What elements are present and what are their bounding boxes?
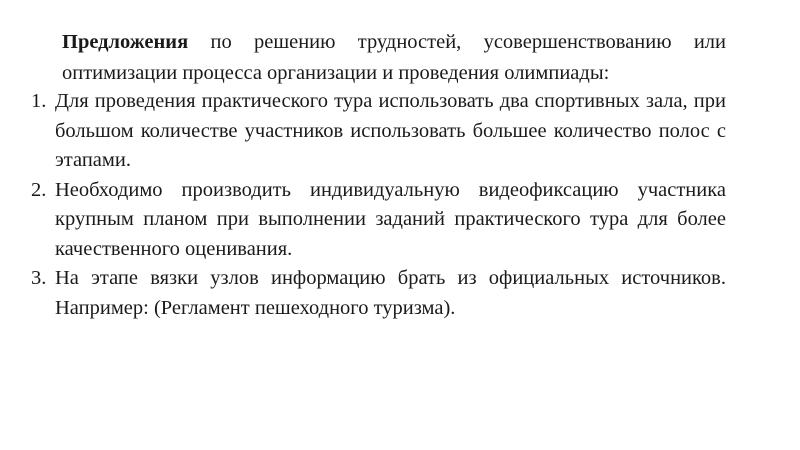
intro-bold-lead: Предложения — [62, 31, 189, 53]
list-item — [0, 87, 800, 176]
intro-text: по решению трудностей, усовершенствованию или оптимизации процесса организации и проведения олимпиады: — [62, 31, 726, 84]
list-item — [0, 264, 800, 323]
list-item-text: Для проведения практического тура использовать два спортивных зала, при большом количестве участников использовать большее количество полос с этапами. — [55, 90, 726, 171]
list-item-text: Необходимо производить индивидуальную видеофиксацию участника крупным планом при выполнении заданий практического тура для более качественного оценивания. — [55, 178, 726, 260]
proposals-list — [0, 87, 800, 323]
list-item-number: 1. — [31, 90, 47, 112]
list-item-number: 3. — [31, 267, 47, 289]
list-item — [0, 176, 800, 265]
list-item-text: На этапе вязки узлов информацию брать из официальных источников. Например: (Регламент пешеходного туризма). — [55, 267, 726, 319]
list-item-number: 2. — [31, 178, 47, 201]
intro-paragraph — [62, 27, 726, 89]
